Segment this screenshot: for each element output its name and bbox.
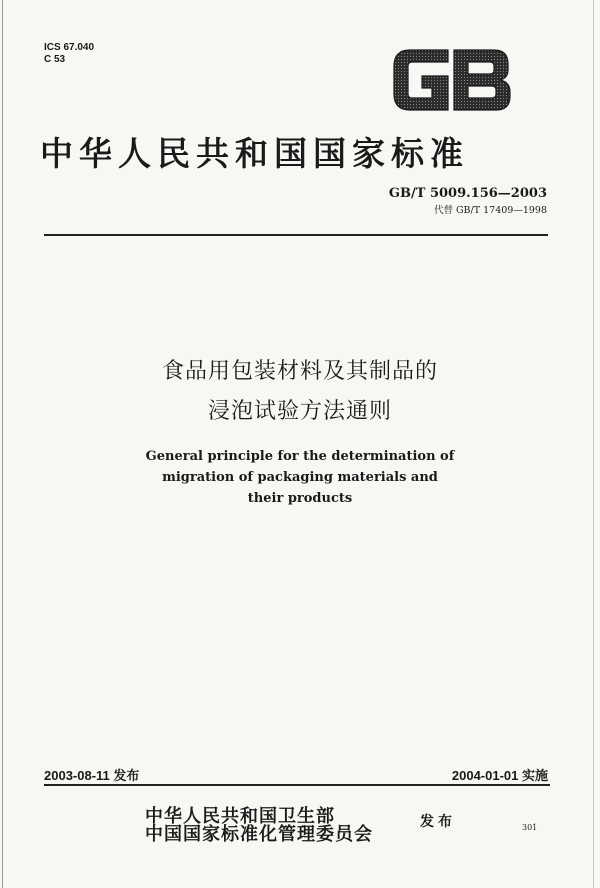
document-title-cn-line1: 食品用包装材料及其制品的 (161, 359, 438, 384)
classification-codes (44, 42, 94, 66)
issue-date: 2003-08-11 发布 (44, 768, 140, 783)
national-standard-title: 中华人民共和国国家标准 (40, 134, 469, 173)
issuer-ministry-of-health: 中华人民共和国卫生部 (145, 806, 335, 827)
page-number: 301 (522, 823, 538, 832)
issuer-standardization-administration: 中国国家标准化管理委员会 (145, 824, 373, 845)
footer-divider (44, 784, 550, 786)
replaces-standard: 代替 GB/T 17409—1998 (433, 205, 547, 216)
header-divider (44, 234, 548, 236)
gb-logo (388, 40, 516, 120)
title-en-line: their products (247, 491, 353, 506)
ccs-code: C 53 (44, 54, 66, 65)
page-left-edge (2, 0, 3, 888)
standard-number: GB/T 5009.156—2003 (388, 186, 547, 201)
title-en-line: migration of packaging materials and (162, 470, 438, 485)
title-en-line: General principle for the determination of (145, 449, 455, 464)
ics-code: ICS 67.040 (44, 42, 95, 53)
page-right-edge (593, 0, 594, 888)
implementation-date: 2004-01-01 实施 (451, 768, 548, 783)
document-title-en (0, 446, 600, 509)
document-title-cn-line2: 浸泡试验方法通则 (207, 399, 392, 424)
publish-label: 发布 (420, 814, 456, 830)
